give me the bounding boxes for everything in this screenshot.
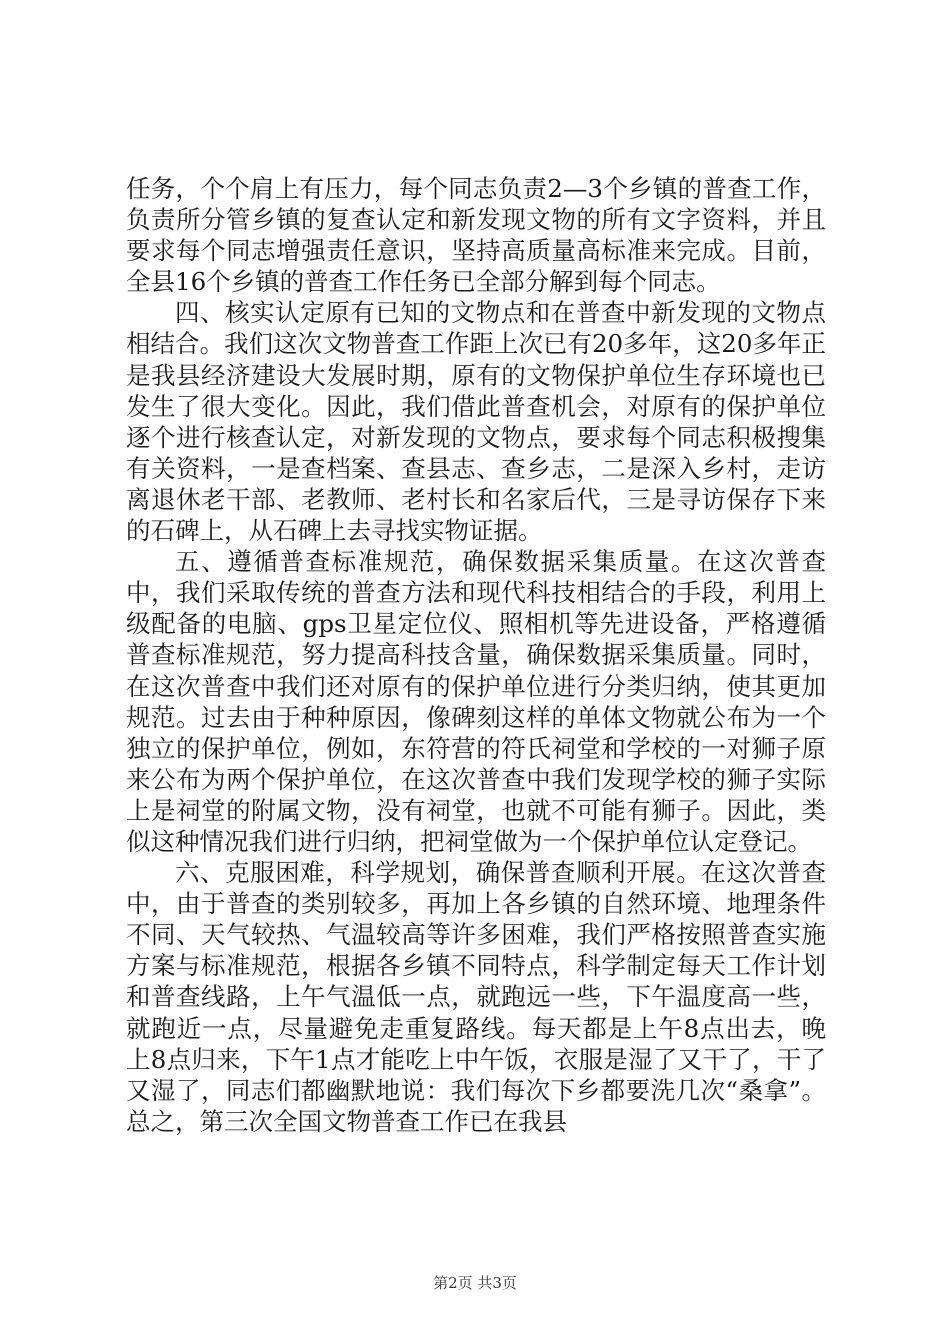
paragraph-continuation: 任务，个个肩上有压力，每个同志负责2—3个乡镇的普查工作，负责所分管乡镇的复查认定和新发现文物的所有文字资料，并且要求每个同志增强责任意识，坚持高质量高标准来完成。目前，全县16个乡镇的普查工作任务已全部分解到每个同志。: [126, 174, 826, 297]
paragraph-section-six: 六、克服困难，科学规划，确保普查顺利开展。在这次普查中，由于普查的类别较多，再加上各乡镇的自然环境、地理条件不同、天气较热、气温较高等许多困难，我们严格按照普查实施方案与标准规范，根据各乡镇不同特点，科学制定每天工作计划和普查线路，上午气温低一点，就跑远一些，下午温度高一些，就跑近一点，尽量避免走重复路线。每天都是上午8点出去，晚上8点归来，下午1点才能吃上中午饭，衣服是湿了又干了，干了又湿了，同志们都幽默地说：我们每次下乡都要洗几次“桑拿”。总之，第三次全国文物普查工作已在我县: [126, 858, 826, 1136]
page-footer: 第2页 共3页: [433, 1274, 517, 1292]
paragraph-section-five: 五、遵循普查标准规范，确保数据采集质量。在这次普查中，我们采取传统的普查方法和现代科技相结合的手段，利用上级配备的电脑、gps卫星定位仪、照相机等先进设备，严格遵循普查标准规范，努力提高科技含量，确保数据采集质量。同时，在这次普查中我们还对原有的保护单位进行分类归纳，使其更加规范。过去由于种种原因，像碑刻这样的单体文物就公布为一个独立的保护单位，例如，东符营的符氏祠堂和学校的一对狮子原来公布为两个保护单位，在这次普查中我们发现学校的狮子实际上是祠堂的附属文物，没有祠堂，也就不可能有狮子。因此，类似这种情况我们进行归纳，把祠堂做为一个保护单位认定登记。: [126, 547, 826, 856]
paragraph-section-four: 四、核实认定原有已知的文物点和在普查中新发现的文物点相结合。我们这次文物普查工作距上次已有20多年，这20多年正是我县经济建设大发展时期，原有的文物保护单位生存环境也已发生了很大变化。因此，我们借此普查机会，对原有的保护单位逐个进行核查认定，对新发现的文物点，要求每个同志积极搜集有关资料，一是查档案、查县志、查乡志，二是深入乡村，走访离退休老干部、老教师、老村长和名家后代，三是寻访保存下来的石碑上，从石碑上去寻找实物证据。: [126, 298, 826, 546]
document-body: [126, 173, 826, 1137]
